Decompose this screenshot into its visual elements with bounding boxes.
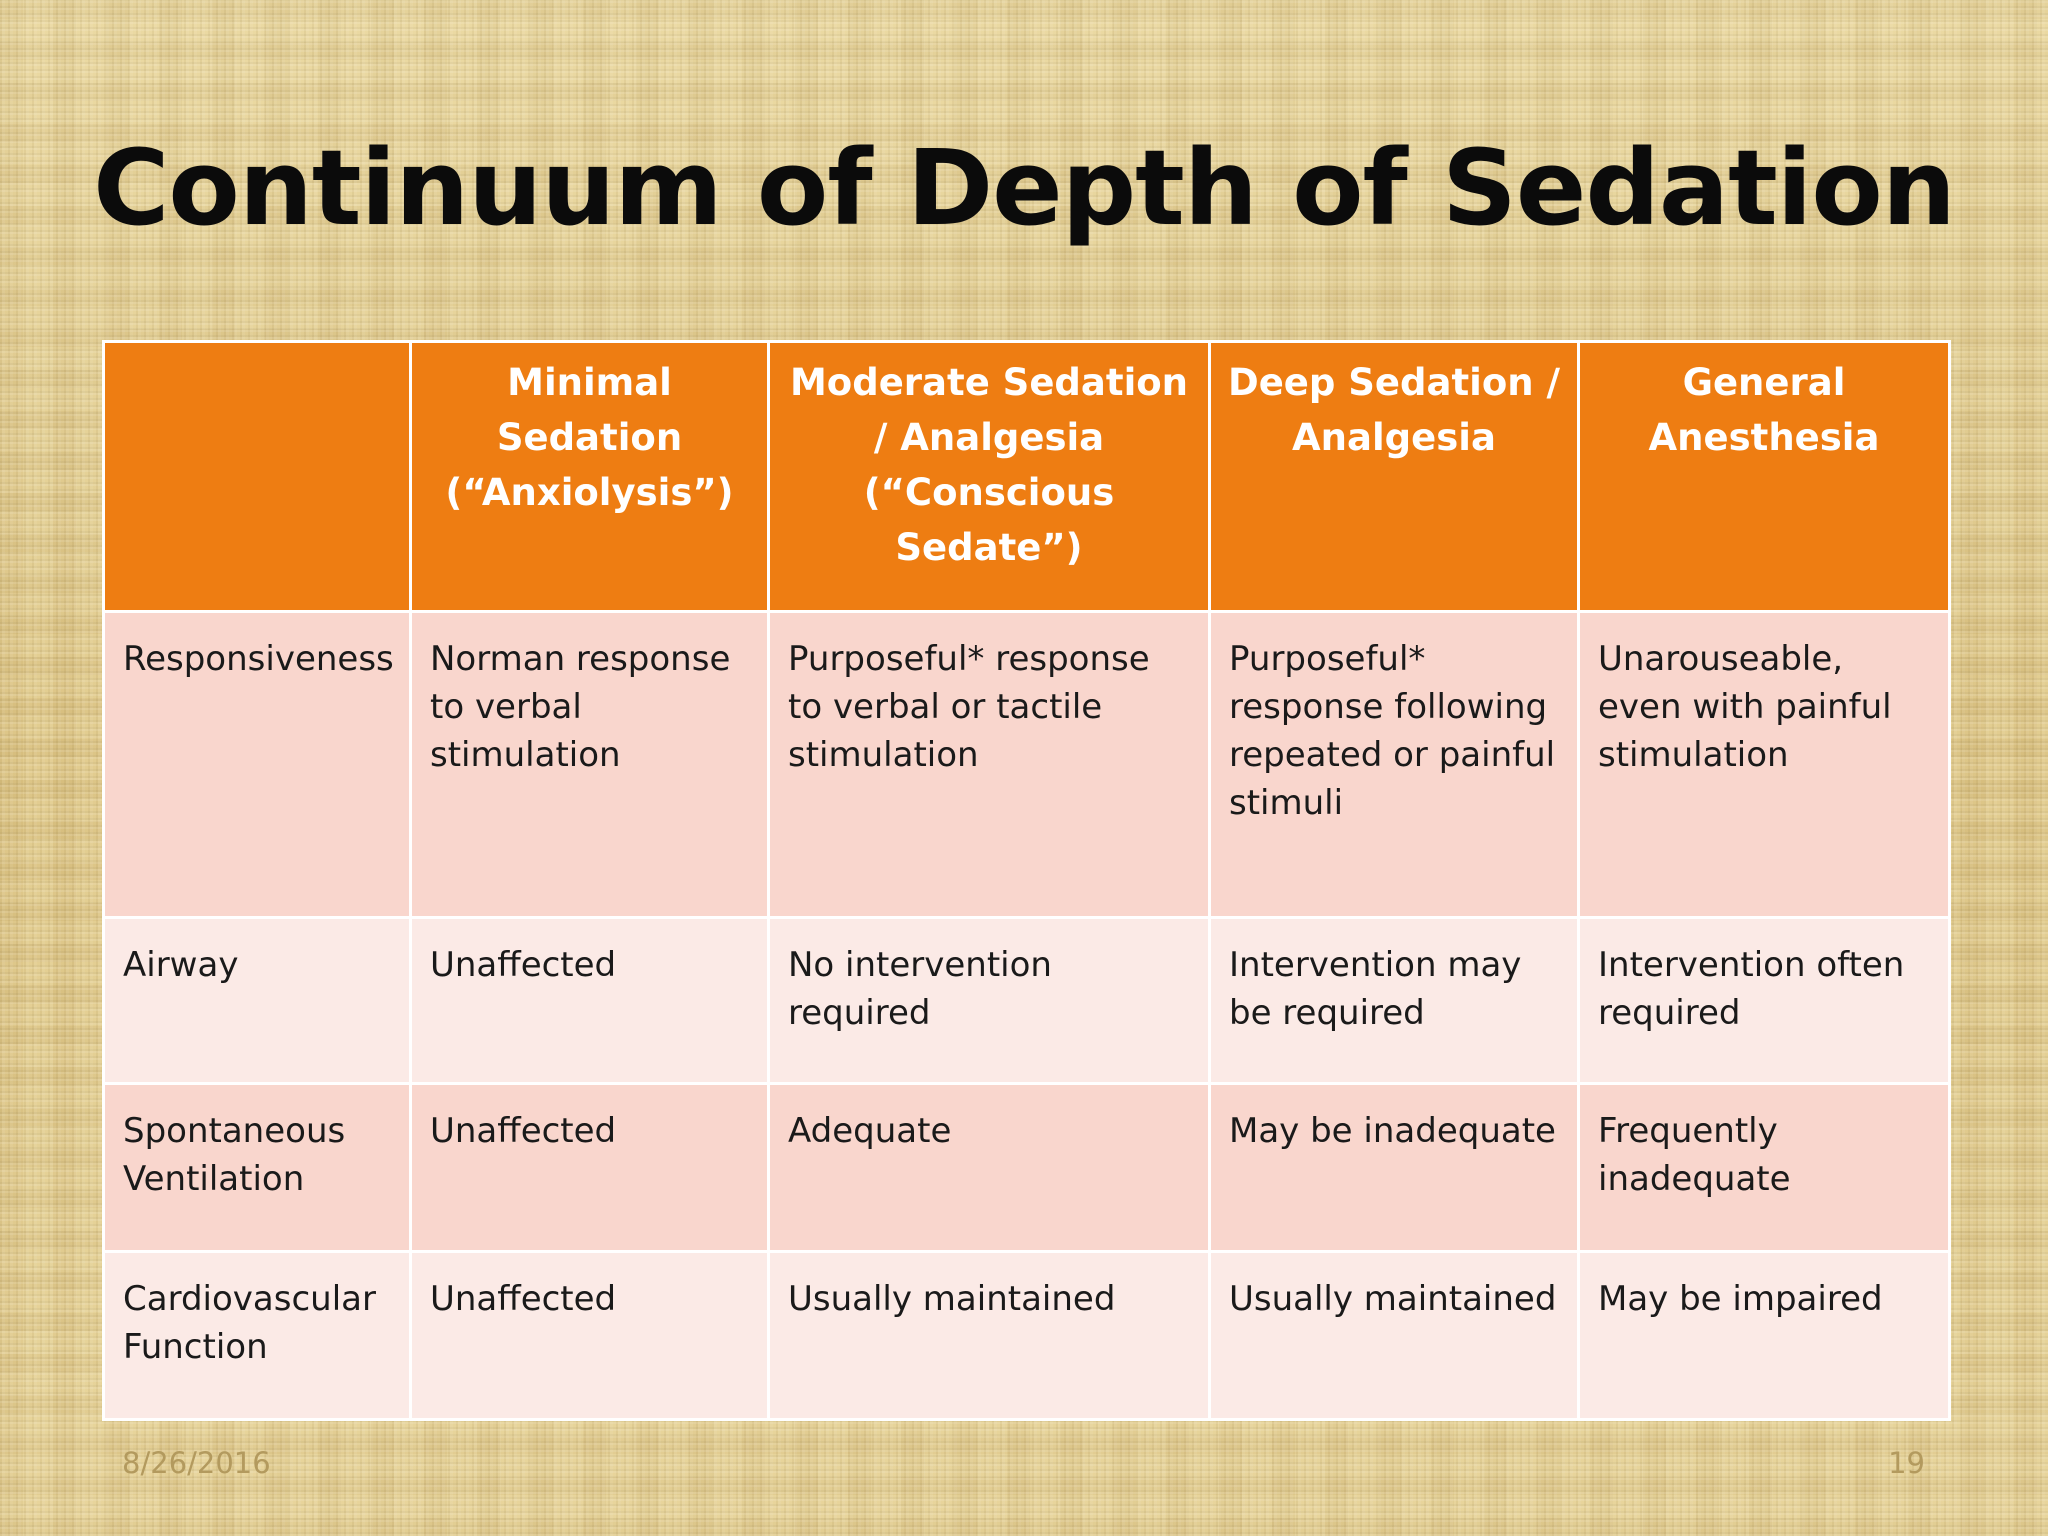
table-cell: No intervention required: [769, 918, 1210, 1084]
table-row-responsiveness: [104, 612, 1950, 918]
header-cell-general-anesthesia: General Anesthesia: [1579, 342, 1950, 612]
table-cell: Unaffected: [411, 1084, 769, 1252]
table-cell: Purposeful* response to verbal or tactile stimulation: [769, 612, 1210, 918]
table-cell: Intervention often required: [1579, 918, 1950, 1084]
table-cell: Adequate: [769, 1084, 1210, 1252]
header-cell-minimal-sedation: Minimal Sedation (“Anxiolysis”): [411, 342, 769, 612]
header-cell-empty: [104, 342, 411, 612]
row-label-cardiovascular-function: Cardiovascular Function: [104, 1252, 411, 1420]
table-cell: Unarouseable, even with painful stimulation: [1579, 612, 1950, 918]
table-cell: May be inadequate: [1210, 1084, 1579, 1252]
row-label-airway: Airway: [104, 918, 411, 1084]
table-cell: Unaffected: [411, 918, 769, 1084]
table-header-row: [104, 342, 1950, 612]
table-cell: Intervention may be required: [1210, 918, 1579, 1084]
header-cell-deep-sedation: Deep Sedation / Analgesia: [1210, 342, 1579, 612]
table-cell: Unaffected: [411, 1252, 769, 1420]
sedation-table: [102, 340, 1951, 1421]
header-cell-moderate-sedation: Moderate Sedation / Analgesia (“Conscious Sedate”): [769, 342, 1210, 612]
table-row-cardiovascular-function: [104, 1252, 1950, 1420]
footer-date: 8/26/2016: [122, 1446, 271, 1480]
table-row-airway: [104, 918, 1950, 1084]
table-cell: May be impaired: [1579, 1252, 1950, 1420]
table-cell: Usually maintained: [1210, 1252, 1579, 1420]
table-cell: Norman response to verbal stimulation: [411, 612, 769, 918]
table-cell: Frequently inadequate: [1579, 1084, 1950, 1252]
table-cell: Usually maintained: [769, 1252, 1210, 1420]
footer-page-number: 19: [1888, 1446, 1925, 1480]
table-row-spontaneous-ventilation: [104, 1084, 1950, 1252]
row-label-spontaneous-ventilation: Spontaneous Ventilation: [104, 1084, 411, 1252]
row-label-responsiveness: Responsiveness: [104, 612, 411, 918]
table-cell: Purposeful* response following repeated or painful stimuli: [1210, 612, 1579, 918]
slide-title: Continuum of Depth of Sedation: [93, 127, 1955, 249]
sedation-table-container: [102, 340, 1948, 1418]
